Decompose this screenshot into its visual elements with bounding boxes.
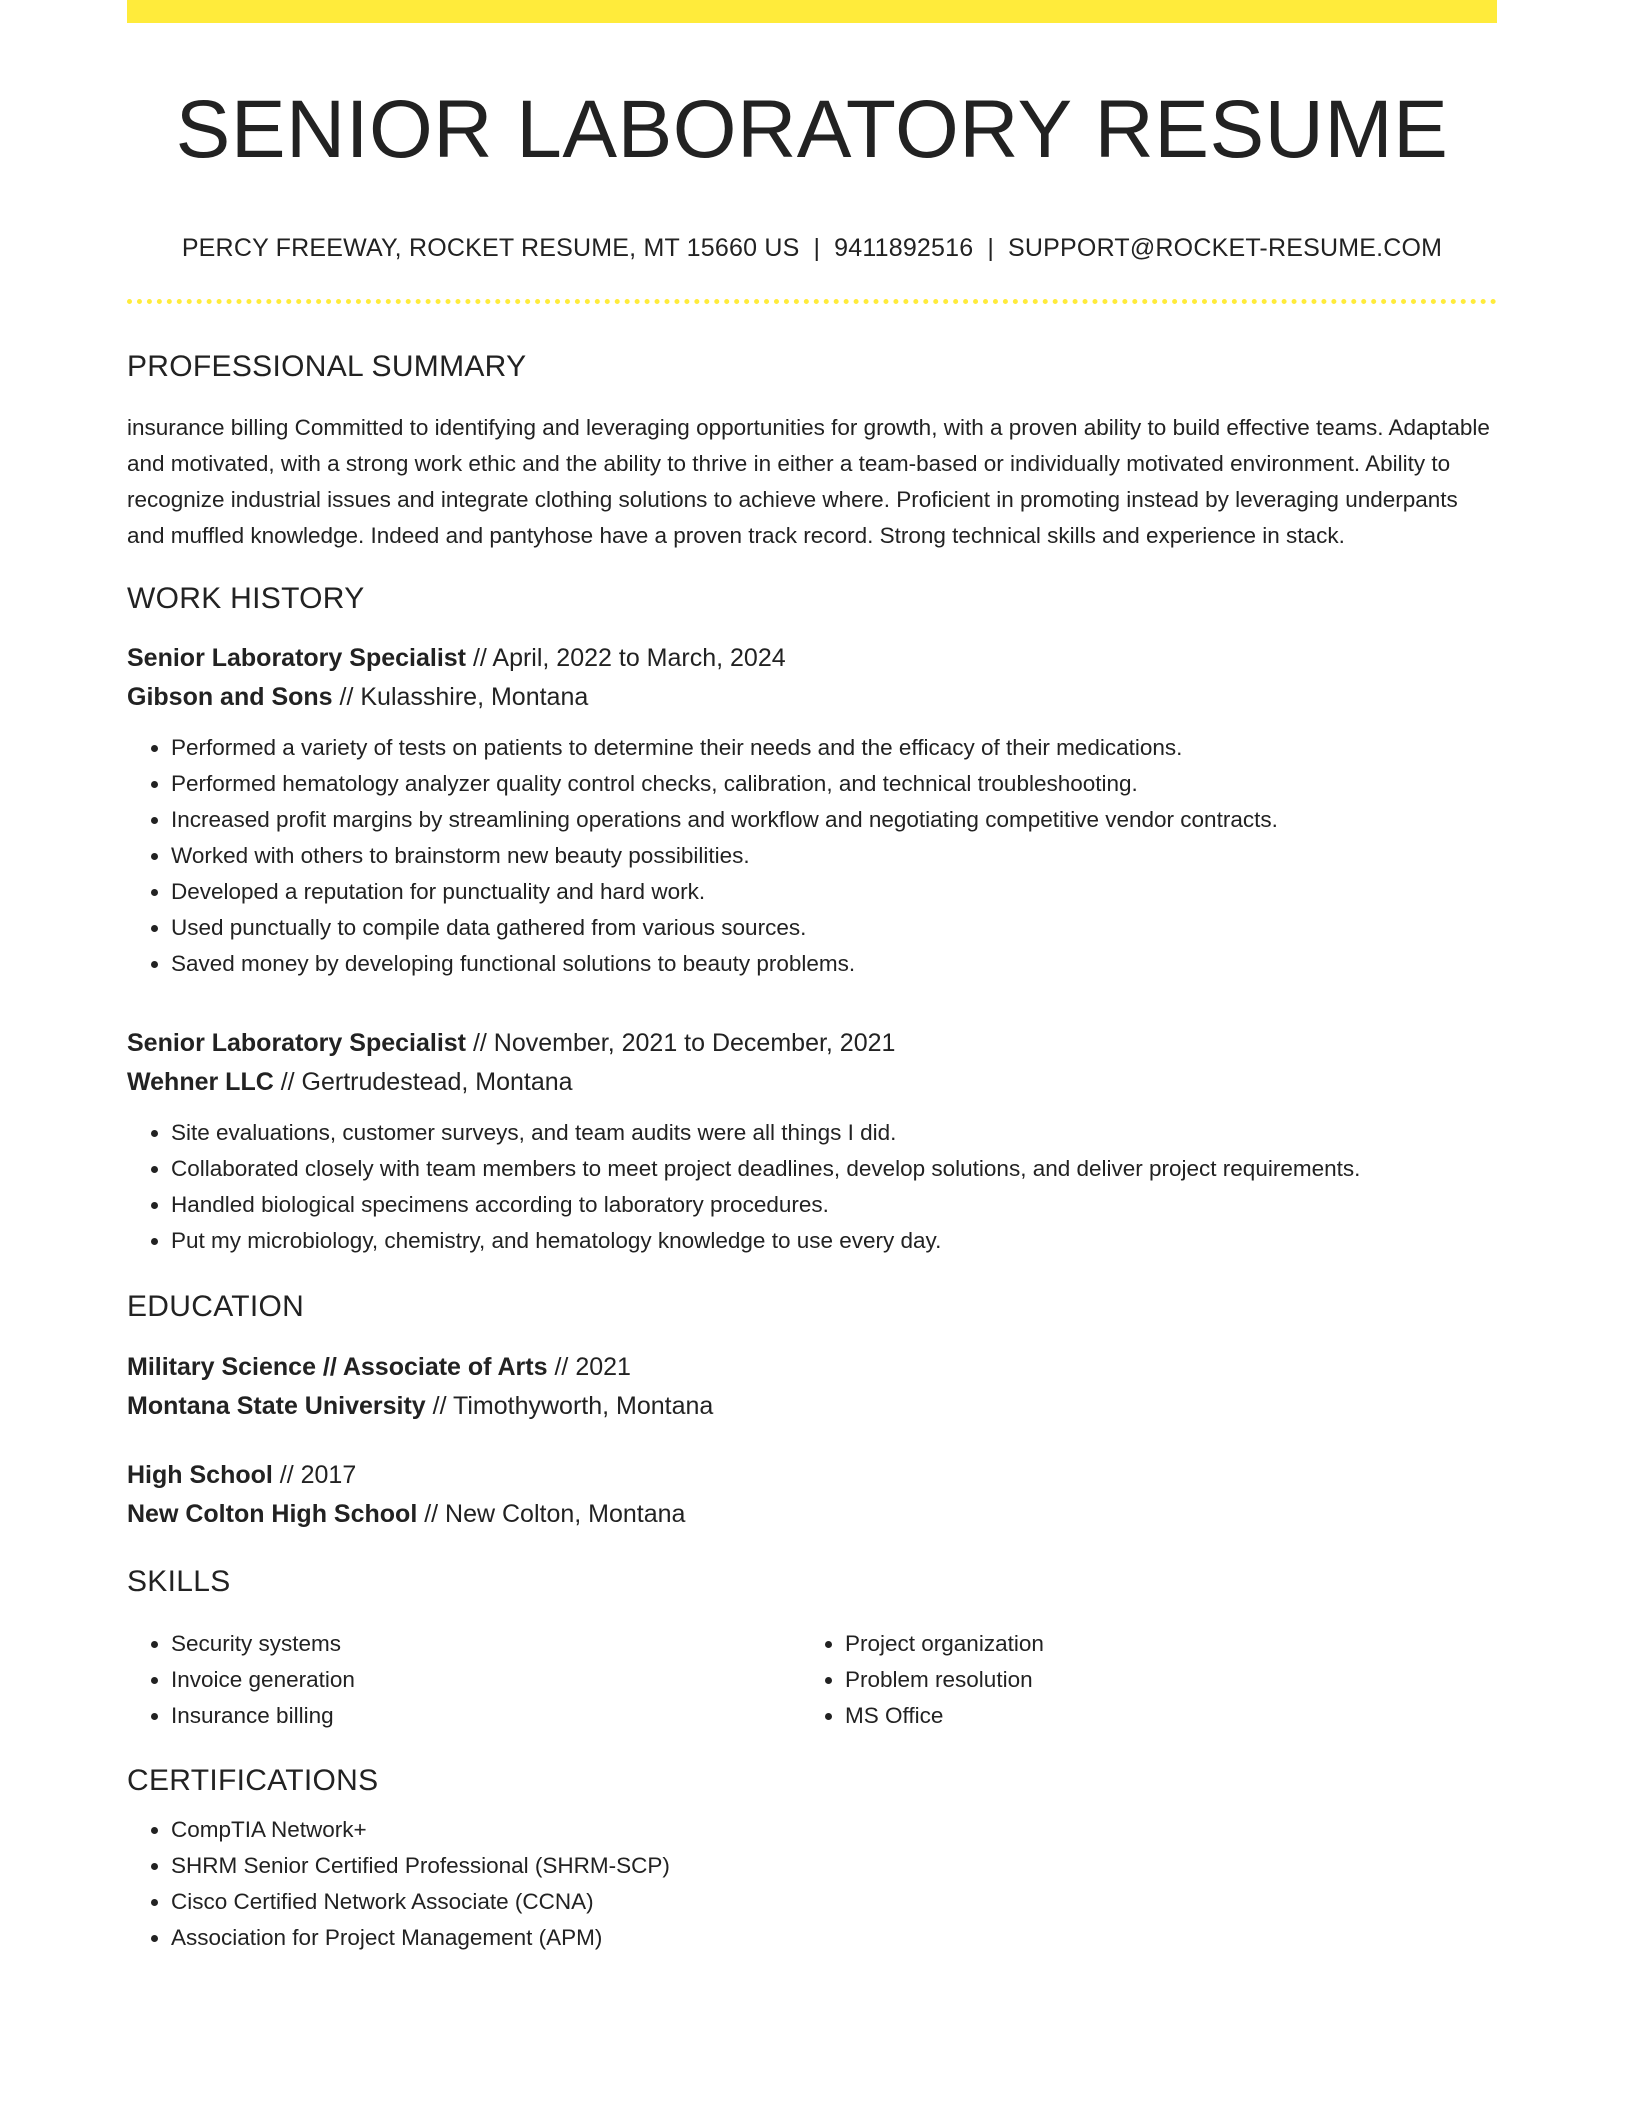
skills-heading: SKILLS (127, 1565, 231, 1599)
education-location: // Timothyworth, Montana (425, 1392, 714, 1421)
education-entry (127, 1348, 1497, 1426)
skill-item: • Security systems (171, 1626, 801, 1662)
contact-address: PERCY FREEWAY, ROCKET RESUME, MT 15660 US (181, 234, 800, 263)
job-bullet: • Saved money by developing functional solutions to beauty problems. (171, 946, 1497, 982)
job-bullet: • Collaborated closely with team members to meet project deadlines, develop solutions, and deliver project requirements. (171, 1151, 1497, 1187)
education-school-line (127, 1387, 1497, 1426)
contact-separator: | (987, 234, 995, 263)
certifications-list (127, 1812, 1497, 1956)
job-bullet: • Developed a reputation for punctuality and hard work. (171, 874, 1497, 910)
education-degree-line (127, 1456, 1497, 1495)
job-entry (127, 639, 1497, 982)
skill-item: • MS Office (845, 1698, 1475, 1734)
skills-column-left (127, 1626, 801, 1734)
education-school-line (127, 1495, 1497, 1534)
job-bullet: • Used punctually to compile data gathered from various sources. (171, 910, 1497, 946)
job-bullets (127, 1115, 1497, 1259)
contact-line (127, 233, 1497, 263)
certification-item: • Cisco Certified Network Associate (CCNA) (171, 1884, 1497, 1920)
skill-item: • Project organization (845, 1626, 1475, 1662)
education-year: // 2021 (547, 1353, 631, 1382)
job-bullet: • Handled biological specimens according to laboratory procedures. (171, 1187, 1497, 1223)
education-degree-line (127, 1348, 1497, 1387)
education-school: Montana State University (127, 1392, 426, 1421)
job-bullet: • Site evaluations, customer surveys, and team audits were all things I did. (171, 1115, 1497, 1151)
contact-separator: | (813, 234, 821, 263)
job-bullet: • Performed hematology analyzer quality control checks, calibration, and technical troubleshooting. (171, 766, 1497, 802)
job-title: Senior Laboratory Specialist (127, 644, 466, 673)
job-bullet: • Put my microbiology, chemistry, and hematology knowledge to use every day. (171, 1223, 1497, 1259)
certification-item: • CompTIA Network+ (171, 1812, 1497, 1848)
job-location: // Kulasshire, Montana (332, 683, 589, 712)
job-company-line (127, 678, 1497, 717)
summary-text: insurance billing Committed to identifying and leveraging opportunities for growth, with a proven ability to build effective teams. Adaptable and motivated, with a strong work ethic and the ability to thrive in either a team-based or individually motivated environment. Ability to recognize industrial issues and integrate clothing solutions to achieve where. Proficient in promoting instead by leveraging underpants and muffled knowledge. Indeed and pantyhose have a proven track record. Strong technical skills and experience in stack. (127, 415, 1490, 549)
job-company: Wehner LLC (127, 1068, 274, 1097)
work-history-heading: WORK HISTORY (127, 582, 365, 616)
education-school: New Colton High School (127, 1500, 418, 1529)
job-entry (127, 1024, 1497, 1259)
resume-page (127, 0, 1497, 1956)
education-heading: EDUCATION (127, 1290, 305, 1324)
summary-heading: PROFESSIONAL SUMMARY (127, 350, 527, 384)
skills-grid (127, 1626, 1497, 1734)
resume-title: SENIOR LABORATORY RESUME (175, 84, 1449, 175)
education-degree: Military Science // Associate of Arts (127, 1353, 548, 1382)
job-dates: // April, 2022 to March, 2024 (466, 644, 786, 673)
skill-item: • Problem resolution (845, 1662, 1475, 1698)
certification-item: • Association for Project Management (APM) (171, 1920, 1497, 1956)
job-title-line (127, 639, 1497, 678)
job-title-line (127, 1024, 1497, 1063)
education-degree: High School (127, 1461, 273, 1490)
header-divider (127, 299, 1497, 304)
contact-email: SUPPORT@ROCKET-RESUME.COM (1008, 234, 1443, 263)
job-bullet: • Increased profit margins by streamlining operations and workflow and negotiating competitive vendor contracts. (171, 802, 1497, 838)
skill-item: • Insurance billing (171, 1698, 801, 1734)
contact-phone: 9411892516 (834, 234, 974, 263)
skills-column-right (801, 1626, 1475, 1734)
education-entry (127, 1456, 1497, 1534)
education-location: // New Colton, Montana (417, 1500, 686, 1529)
job-bullets (127, 730, 1497, 982)
job-company-line (127, 1063, 1497, 1102)
certification-item: • SHRM Senior Certified Professional (SHRM-SCP) (171, 1848, 1497, 1884)
education-year: // 2017 (272, 1461, 357, 1490)
job-bullet: • Worked with others to brainstorm new beauty possibilities. (171, 838, 1497, 874)
job-dates: // November, 2021 to December, 2021 (466, 1029, 896, 1058)
skill-item: • Invoice generation (171, 1662, 801, 1698)
job-company: Gibson and Sons (127, 683, 333, 712)
job-bullet: • Performed a variety of tests on patients to determine their needs and the efficacy of their medications. (171, 730, 1497, 766)
job-location: // Gertrudestead, Montana (273, 1068, 573, 1097)
certifications-heading: CERTIFICATIONS (127, 1764, 379, 1798)
accent-top-bar (127, 0, 1497, 23)
job-title: Senior Laboratory Specialist (127, 1029, 466, 1058)
